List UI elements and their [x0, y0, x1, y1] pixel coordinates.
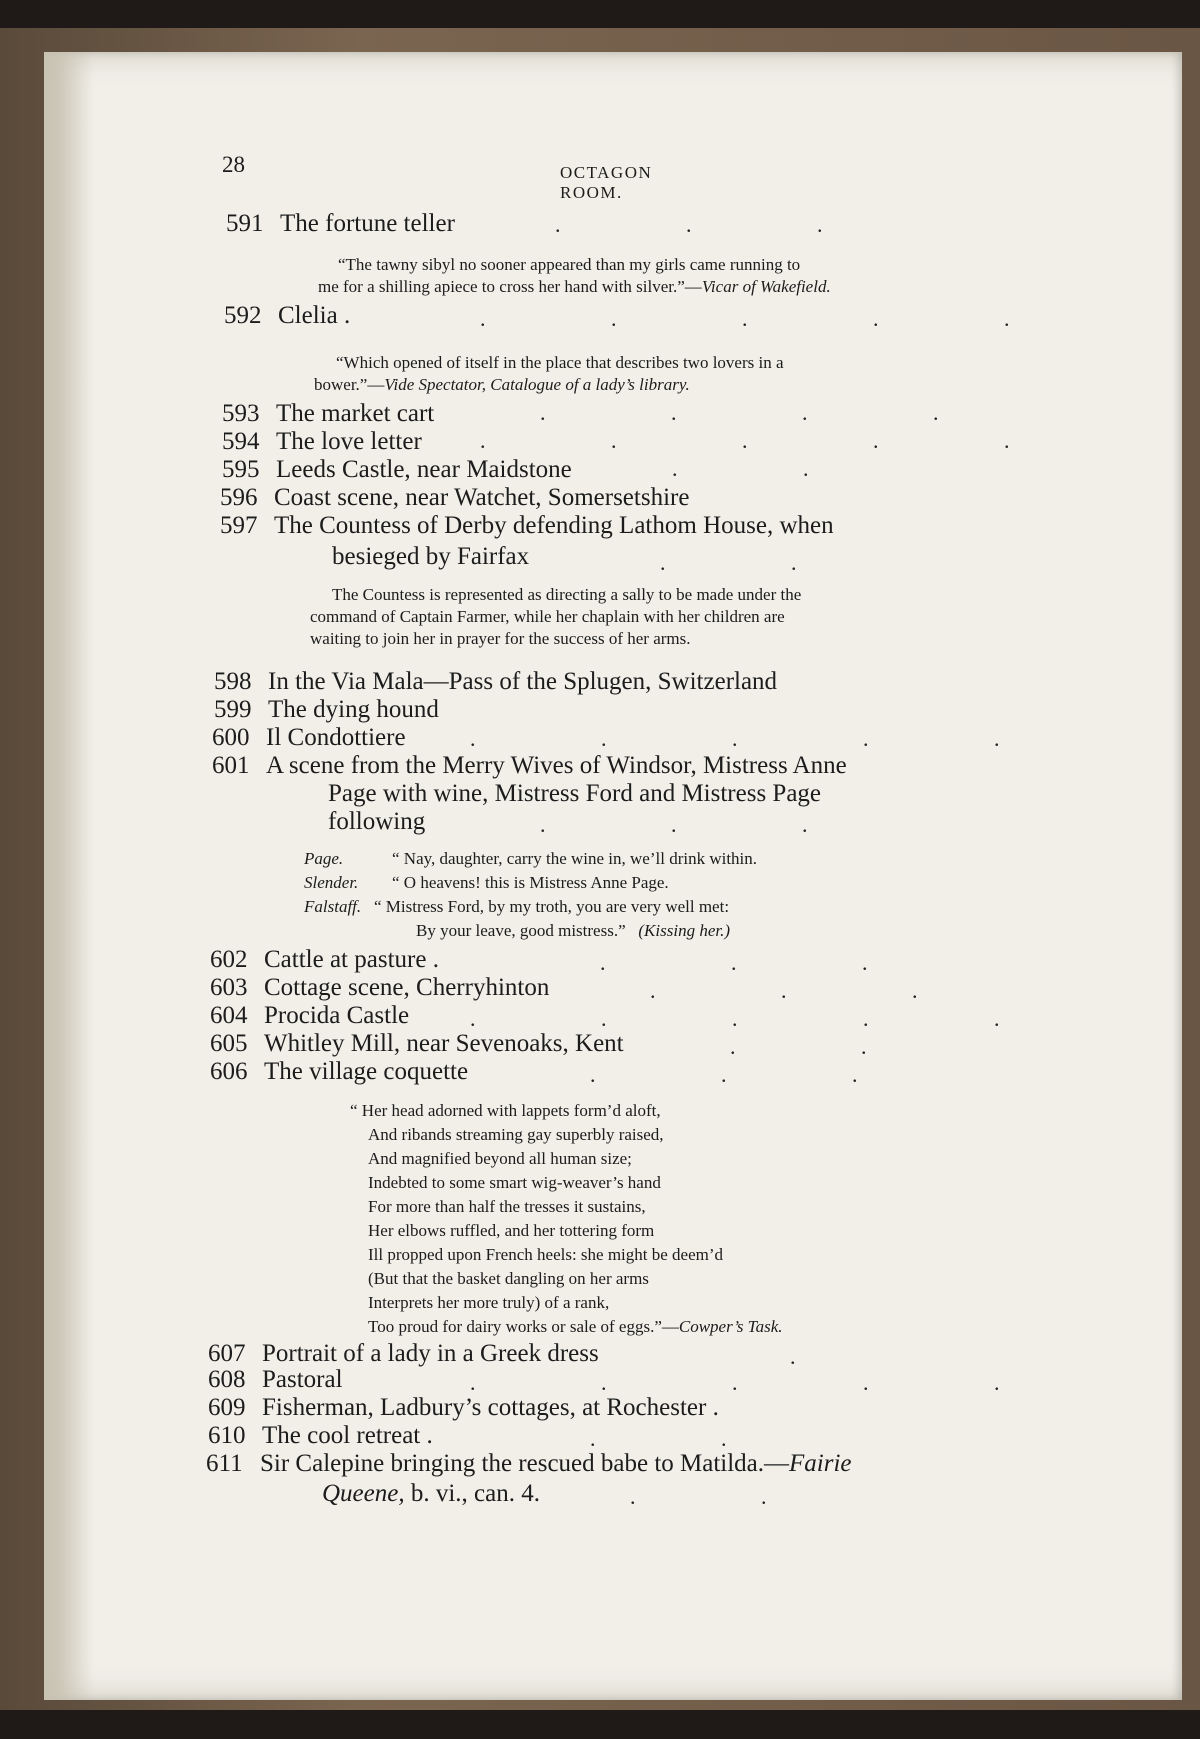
quote-text: “ Nay, daughter, carry the wine in, we’ll drink within. — [392, 849, 758, 868]
poem-line: Her elbows ruffled, and her tottering form — [368, 1221, 655, 1240]
leader-dots: . — [790, 1344, 856, 1369]
entry-title: The dying hound — [268, 696, 439, 723]
quote-text: me for a shilling apiece to cross her hand with silver.”— — [318, 277, 702, 296]
catalogue-entry — [222, 428, 422, 456]
poem-text: Too proud for dairy works or sale of eggs.”— — [368, 1317, 679, 1336]
quote-text: “ Mistress Ford, by my troth, you are very well met: — [374, 897, 730, 916]
entry-number: 604 — [210, 1002, 248, 1029]
entry-number: 592 — [224, 302, 262, 329]
leader-dots: . . . . . — [470, 1006, 1060, 1031]
entry-title: Leeds Castle, near Maidstone — [276, 456, 572, 483]
entry-number: 596 — [220, 484, 258, 511]
entry-number: 610 — [208, 1422, 246, 1449]
entry-title: Pastoral — [262, 1366, 343, 1393]
poem-line — [368, 1316, 783, 1338]
entry-title: Portrait of a lady in a Greek dress — [262, 1340, 599, 1367]
stage-direction: (Kissing her.) — [638, 921, 731, 940]
quote-text: “ O heavens! this is Mistress Anne Page. — [392, 873, 669, 892]
entry-title: In the Via Mala—Pass of the Splugen, Switzerland — [268, 668, 778, 695]
quote-source: Vicar of Wakefield. — [701, 277, 831, 296]
page-number: 28 — [222, 152, 245, 177]
entry-number: 605 — [210, 1030, 248, 1057]
leader-dots: . . — [672, 456, 869, 481]
entry-number: 609 — [208, 1394, 246, 1421]
quote-line — [304, 848, 757, 870]
entry-number: 601 — [212, 752, 250, 779]
quote-text: By your leave, good mistress.” — [416, 921, 626, 940]
entry-number: 607 — [208, 1340, 246, 1367]
leader-dots: . . — [630, 1484, 827, 1509]
leader-dots: . . — [730, 1034, 927, 1059]
entry-title: A scene from the Merry Wives of Windsor, Mistress Anne — [266, 752, 847, 779]
poem-line: Interprets her more truly) of a rank, — [368, 1293, 610, 1312]
quote-source: Cowper’s Task. — [678, 1317, 783, 1336]
entry-title-italic: Fairie — [789, 1450, 852, 1477]
leader-dots: . . . . . — [470, 726, 1060, 751]
page-gutter-shadow — [44, 52, 94, 1700]
entry-number: 608 — [208, 1366, 246, 1393]
catalogue-entry — [224, 302, 350, 330]
catalogue-entry — [208, 1340, 599, 1368]
catalogue-entry — [222, 400, 434, 428]
entry-title: The cool retreat . — [262, 1422, 433, 1449]
entry-number: 602 — [210, 946, 248, 973]
leader-dots: . . — [590, 1426, 787, 1451]
entry-title-continuation — [322, 1480, 540, 1508]
leader-dots: . . — [660, 550, 857, 575]
poem-line: (But that the basket dangling on her arms — [368, 1269, 649, 1288]
poem-line: Indebted to some smart wig-weaver’s hand — [368, 1173, 661, 1192]
catalogue-entry — [222, 456, 572, 484]
entry-title: Fisherman, Ladbury’s cottages, at Rochester . — [262, 1394, 719, 1421]
entry-number: 603 — [210, 974, 248, 1001]
catalogue-entry — [214, 696, 439, 724]
leader-dots: . . . . . — [480, 306, 1070, 331]
entry-title: Clelia . — [278, 302, 351, 329]
entry-number: 595 — [222, 456, 260, 483]
quote-source: Vide Spectator, Catalogue of a lady’s library. — [384, 375, 690, 394]
entry-title: Cottage scene, Cherryhinton — [264, 974, 550, 1001]
poem-line: For more than half the tresses it sustains, — [368, 1197, 646, 1216]
entry-title-italic: Queene, — [322, 1480, 405, 1507]
leader-dots: . . . — [650, 978, 978, 1003]
catalogue-entry — [210, 974, 549, 1002]
catalogue-entry — [208, 1422, 433, 1450]
catalogue-entry — [210, 946, 439, 974]
entry-number: 593 — [222, 400, 260, 427]
catalogue-entry — [212, 724, 406, 752]
entry-title: The Countess of Derby defending Lathom House, when — [274, 512, 834, 539]
entry-number: 599 — [214, 696, 252, 723]
entry-title: The market cart — [276, 400, 435, 427]
entry-title-continuation: Page with wine, Mistress Ford and Mistress Page — [328, 780, 822, 807]
catalogue-entry — [212, 752, 847, 780]
quote-line: “The tawny sibyl no sooner appeared than my girls came running to — [338, 255, 801, 274]
speaker-name: Page. — [304, 849, 344, 868]
entry-title: The love letter — [276, 428, 422, 455]
leader-dots: . . . — [590, 1062, 918, 1087]
entry-title-continuation: following — [328, 808, 426, 835]
entry-number: 611 — [206, 1450, 243, 1477]
catalogue-entry — [220, 512, 834, 540]
catalogue-entry — [210, 1058, 468, 1086]
entry-number: 597 — [220, 512, 258, 539]
entry-title: The village coquette — [264, 1058, 469, 1085]
entry-number: 591 — [226, 210, 264, 237]
speaker-name: Slender. — [304, 873, 359, 892]
entry-number: 594 — [222, 428, 260, 455]
leader-dots: . . . . . — [470, 1370, 1060, 1395]
catalogue-entry — [210, 1030, 624, 1058]
running-title: OCTAGON ROOM. — [560, 163, 653, 202]
quote-line: command of Captain Farmer, while her chaplain with her children are — [310, 607, 785, 626]
entry-title: Sir Calepine bringing the rescued babe to Matilda.— — [260, 1450, 790, 1477]
entry-title: The fortune teller — [280, 210, 455, 237]
speaker-name: Falstaff. — [304, 897, 362, 916]
entry-number: 598 — [214, 668, 252, 695]
catalogue-entry — [206, 1450, 852, 1478]
entry-title: Cattle at pasture . — [264, 946, 439, 973]
entry-title: Procida Castle — [264, 1002, 410, 1029]
entry-title: Coast scene, near Watchet, Somersetshire — [274, 484, 690, 511]
leader-dots: . . . — [540, 812, 868, 837]
poem-line: “ Her head adorned with lappets form’d aloft, — [350, 1101, 661, 1120]
quote-line — [304, 896, 729, 918]
entry-title-continuation: besieged by Fairfax — [332, 543, 530, 570]
quote-line: “Which opened of itself in the place that describes two lovers in a — [336, 353, 784, 372]
poem-line: And ribands streaming gay superbly raised, — [368, 1125, 664, 1144]
quote-line — [314, 374, 690, 396]
catalogue-entry — [214, 668, 777, 696]
entry-number: 600 — [212, 724, 250, 751]
leader-dots: . . . . — [540, 400, 999, 425]
poem-line: Ill propped upon French heels: she might be deem’d — [368, 1245, 724, 1264]
leader-dots: . . . — [600, 950, 928, 975]
entry-title: Il Condottiere — [266, 724, 406, 751]
entry-number: 606 — [210, 1058, 248, 1085]
quote-line: The Countess is represented as directing a sally to be made under the — [332, 585, 802, 604]
catalogue-entry — [208, 1394, 719, 1422]
quote-line — [416, 920, 730, 942]
entry-title: Whitley Mill, near Sevenoaks, Kent — [264, 1030, 624, 1057]
catalogue-entry — [210, 1002, 409, 1030]
catalogue-entry — [208, 1366, 343, 1394]
quote-line — [318, 276, 831, 298]
quote-text: bower.”— — [314, 375, 385, 394]
leader-dots: . . . — [555, 212, 883, 237]
leader-dots: . . . . . — [480, 428, 1070, 453]
catalogue-entry — [220, 484, 689, 512]
quote-line: waiting to join her in prayer for the success of her arms. — [310, 629, 691, 648]
poem-line: And magnified beyond all human size; — [368, 1149, 632, 1168]
catalogue-entry — [226, 210, 455, 238]
quote-line — [304, 872, 669, 894]
entry-title-text: b. vi., can. 4. — [404, 1480, 540, 1507]
